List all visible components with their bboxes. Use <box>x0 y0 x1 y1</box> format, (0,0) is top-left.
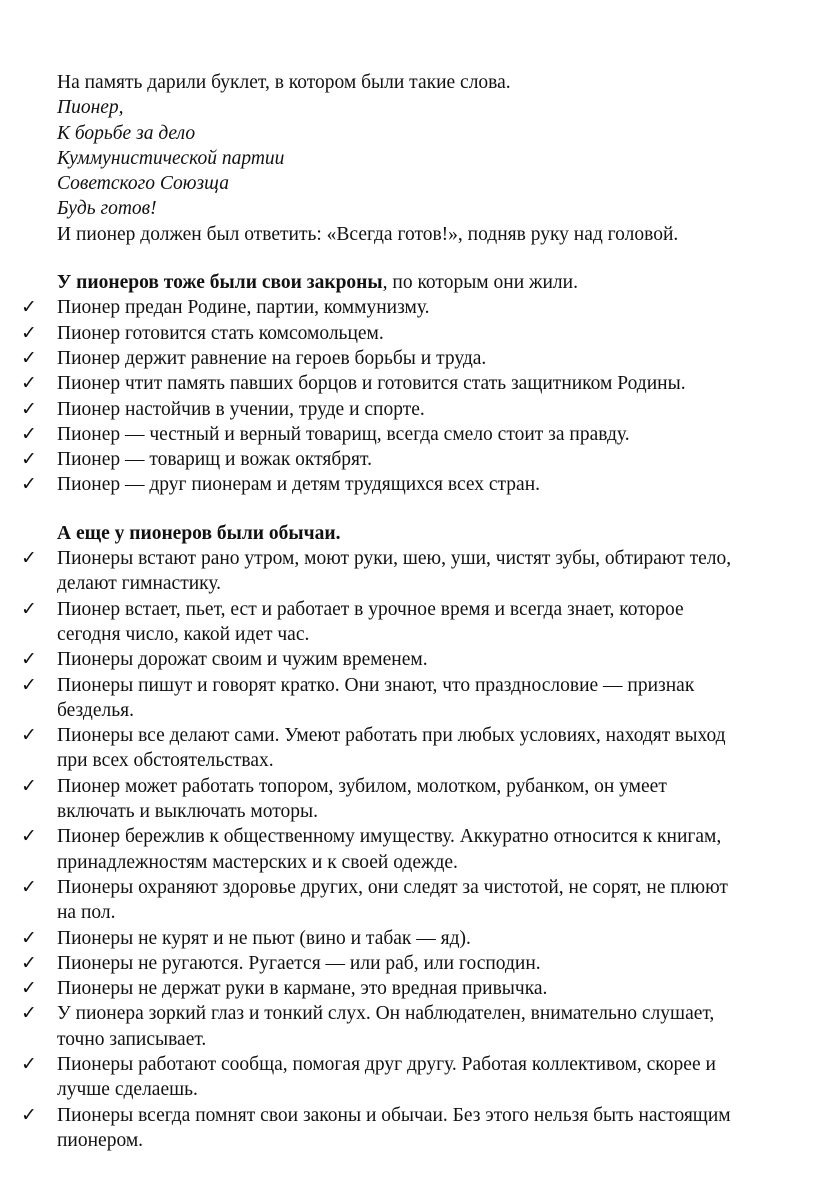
motto-line: Будь готов! <box>57 198 157 220</box>
checkmark-icon: ✓ <box>21 1002 37 1025</box>
checkmark-icon: ✓ <box>21 926 37 949</box>
list-item-text: на пол. <box>57 902 116 924</box>
list-item-text: Пионеры встают рано утром, моют руки, шею, уши, чистят зубы, обтирают тело, <box>57 548 732 570</box>
list-item <box>0 546 816 597</box>
checkmark-icon: ✓ <box>21 372 37 395</box>
checkmark-icon: ✓ <box>21 825 37 848</box>
checkmark-icon: ✓ <box>21 346 37 369</box>
list-item-text: Пионеры охраняют здоровье других, они следят за чистотой, не сорят, не плюют <box>57 876 728 898</box>
list-item-text: Пионер — честный и верный товарищ, всегда смело стоит за правду. <box>57 423 630 445</box>
answer-line: И пионер должен был ответить: «Всегда готов!», подняв руку над головой. <box>57 223 679 245</box>
checkmark-icon: ✓ <box>21 875 37 898</box>
list-item-text: Пионеры все делают сами. Умеют работать при любых условиях, находят выход <box>57 725 726 747</box>
document-page <box>0 70 816 1153</box>
list-item-text: Пионеры работают сообща, помогая друг другу. Работая коллективом, скорее и <box>57 1053 716 1075</box>
checkmark-icon: ✓ <box>21 673 37 696</box>
checkmark-icon: ✓ <box>21 547 37 570</box>
laws-heading-bold: У пионеров тоже были свои закроны <box>57 272 383 294</box>
laws-heading <box>0 270 816 295</box>
list-item <box>0 346 816 371</box>
list-item-text: Пионер настойчив в учении, труде и спорте. <box>57 398 425 420</box>
list-item-text: при всех обстоятельствах. <box>57 750 274 772</box>
customs-list <box>0 546 816 1153</box>
list-item-text: Пионер предан Родине, партии, коммунизму. <box>57 297 430 319</box>
motto-line: Советского Союзща <box>57 173 230 195</box>
motto-line: Куммунистической партии <box>57 147 285 169</box>
list-item <box>0 976 816 1001</box>
checkmark-icon: ✓ <box>21 597 37 620</box>
list-item-text: Пионер держит равнение на героев борьбы и труда. <box>57 347 487 369</box>
checkmark-icon: ✓ <box>21 1052 37 1075</box>
laws-heading-rest: , по которым они жили. <box>382 272 578 294</box>
motto-line: К борьбе за дело <box>57 122 196 144</box>
list-item-text: У пионера зоркий глаз и тонкий слух. Он наблюдателен, внимательно слушает, <box>57 1003 715 1025</box>
list-item <box>0 295 816 320</box>
list-item-text: Пионер готовится стать комсомольцем. <box>57 322 384 344</box>
list-item-text: Пионер может работать топором, зубилом, молотком, рубанком, он умеет <box>57 775 667 797</box>
checkmark-icon: ✓ <box>21 648 37 671</box>
list-item-text: принадлежностям мастерских и к своей одежде. <box>57 851 458 873</box>
list-item <box>0 647 816 672</box>
list-item <box>0 1001 816 1052</box>
list-item-text: пионером. <box>57 1129 144 1151</box>
checkmark-icon: ✓ <box>21 473 37 496</box>
list-item-text: Пионер — товарищ и вожак октябрят. <box>57 449 372 471</box>
customs-heading: А еще у пионеров были обычаи. <box>57 522 341 544</box>
list-item <box>0 1103 816 1154</box>
checkmark-icon: ✓ <box>21 1103 37 1126</box>
list-item <box>0 397 816 422</box>
list-item <box>0 472 816 497</box>
motto-line: Пионер, <box>57 97 124 119</box>
list-item-text: Пионеры не ругаются. Ругается — или раб, или господин. <box>57 952 541 974</box>
list-item <box>0 774 816 825</box>
checkmark-icon: ✓ <box>21 951 37 974</box>
paragraph-gap <box>0 498 816 521</box>
list-item <box>0 321 816 346</box>
list-item-text: Пионер встает, пьет, ест и работает в урочное время и всегда знает, которое <box>57 598 684 620</box>
checkmark-icon: ✓ <box>21 724 37 747</box>
booklet-line: На память дарили буклет, в котором были такие слова. <box>57 72 511 93</box>
checkmark-icon: ✓ <box>21 321 37 344</box>
list-item-text: точно записывает. <box>57 1028 207 1050</box>
checkmark-icon: ✓ <box>21 448 37 471</box>
checkmark-icon: ✓ <box>21 774 37 797</box>
list-item <box>0 951 816 976</box>
laws-list <box>0 295 816 497</box>
list-item <box>0 926 816 951</box>
list-item <box>0 875 816 926</box>
list-item-text: лучше сделаешь. <box>57 1079 198 1101</box>
list-item <box>0 447 816 472</box>
list-item-text: безделья. <box>57 699 134 721</box>
list-item-text: Пионеры не курят и не пьют (вино и табак — яд). <box>57 927 471 949</box>
list-item <box>0 371 816 396</box>
list-item-text: Пионеры не держат руки в кармане, это вредная привычка. <box>57 978 548 1000</box>
list-item <box>0 1052 816 1103</box>
checkmark-icon: ✓ <box>21 296 37 319</box>
list-item <box>0 673 816 724</box>
list-item-text: включать и выключать моторы. <box>57 801 318 823</box>
list-item-text: Пионеры дорожат своим и чужим временем. <box>57 649 428 671</box>
checkmark-icon: ✓ <box>21 977 37 1000</box>
list-item-text: сегодня число, какой идет час. <box>57 623 310 645</box>
list-item <box>0 824 816 875</box>
list-item-text: Пионер чтит память павших борцов и готовится стать защитником Родины. <box>57 373 686 395</box>
list-item-text: Пионеры пишут и говорят кратко. Они знают, что празднословие — признак <box>57 674 695 696</box>
checkmark-icon: ✓ <box>21 397 37 420</box>
list-item <box>0 723 816 774</box>
list-item-text: Пионер — друг пионерам и детям трудящихся всех стран. <box>57 474 541 496</box>
checkmark-icon: ✓ <box>21 422 37 445</box>
list-item-text: делают гимнастику. <box>57 573 222 595</box>
list-item <box>0 597 816 648</box>
list-item-text: Пионер бережлив к общественному имуществу. Аккуратно относится к книгам, <box>57 826 722 848</box>
list-item-text: Пионеры всегда помнят свои законы и обычаи. Без этого нельзя быть настоящим <box>57 1104 731 1126</box>
list-item <box>0 422 816 447</box>
paragraph-gap <box>0 247 816 270</box>
